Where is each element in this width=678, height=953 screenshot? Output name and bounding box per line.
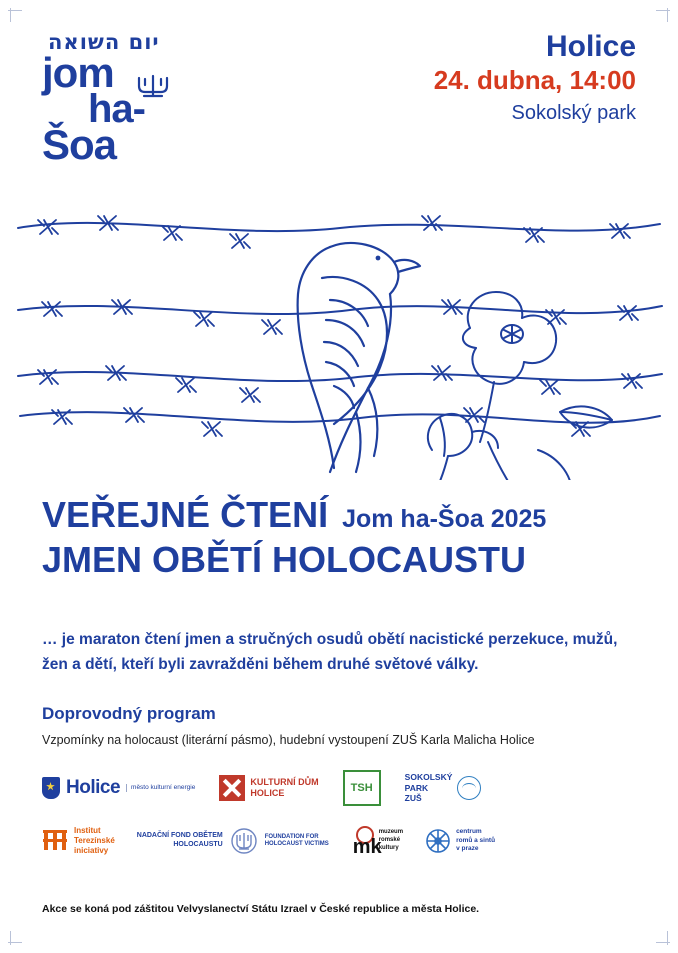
title-row-1: [42, 492, 642, 537]
crop-mark: [667, 931, 668, 945]
blue-wheel-icon: [425, 828, 451, 854]
menorah-circle-icon: [229, 827, 259, 855]
sokolsky-park-line-3: ZUŠ: [404, 793, 422, 804]
crs-line-3: v praze: [456, 845, 479, 853]
logo-line-3: Šoa: [42, 121, 117, 169]
event-date: 24. dubna, 14:00: [433, 65, 636, 95]
tsh-logo[interactable]: [343, 770, 381, 806]
mrk-line-3: kultury: [378, 844, 399, 851]
mrk-monogram: mk: [352, 836, 382, 858]
holice-logo-title: Holice: [66, 777, 121, 798]
iti-line-1: Institut: [74, 826, 101, 835]
terezin-gate-icon: [42, 828, 68, 854]
title-year-label: Jom ha-Šoa 2025: [342, 505, 547, 533]
centrum-romu-a-sintu-logo[interactable]: [425, 828, 495, 854]
jom-ha-soa-logo: [42, 30, 262, 169]
event-place: Sokolský park: [511, 102, 636, 125]
event-info: [296, 30, 636, 125]
program-text: Vzpomínky na holocaust (literární pásmo), hudební vystoupení ZUŠ Karla Malicha Holice: [42, 733, 535, 747]
crs-text: [456, 828, 495, 853]
nf-left-line-2: HOLOCAUSTU: [173, 841, 223, 848]
mrk-mark: [351, 826, 382, 858]
title-line-2: JMEN OBĚTÍ HOLOCAUSTU: [42, 539, 527, 580]
crop-mark: [10, 8, 11, 22]
partner-logos-row-2: [42, 826, 495, 856]
program-heading: Doprovodný program: [42, 704, 216, 723]
logo-hebrew-text: יום השואה: [48, 30, 160, 54]
shield-star-icon: [42, 777, 60, 799]
tsh-label: TSH: [350, 782, 373, 794]
kulturni-dum-line-1: KULTURNÍ DŮM: [250, 777, 319, 788]
institut-terezinske-iniciativy-logo[interactable]: [42, 826, 115, 856]
sokolsky-park-text: [405, 772, 453, 804]
sokolsky-park-logo[interactable]: [405, 772, 482, 804]
bird-barbed-wire-poppies-illustration: [0, 150, 678, 480]
nf-left-line-1: NADAČNÍ FOND OBĚTEM: [136, 832, 223, 840]
red-cross-mark-icon: [219, 775, 245, 801]
holice-logo[interactable]: [42, 777, 195, 799]
crop-mark: [667, 8, 668, 22]
iti-line-2: Terezínské: [74, 836, 115, 845]
title-line-1: VEŘEJNÉ ČTENÍ: [42, 494, 329, 535]
partner-logos-row-1: [42, 770, 481, 806]
logo-line-1: jom: [42, 49, 114, 96]
sokolsky-park-line-1: SOKOLSKÝ: [404, 772, 453, 783]
institut-terezinske-text: [74, 826, 115, 856]
holice-logo-tagline: město kulturní energie: [126, 784, 195, 792]
nadacni-fond-left-text: [137, 832, 223, 850]
muzeum-romske-kultury-logo[interactable]: [351, 826, 403, 856]
footer-note: Akce se koná pod záštitou Velvyslanectví Státu Izrael v České republice a města Holice.: [42, 903, 480, 915]
kulturni-dum-line-2: HOLICE: [250, 788, 285, 798]
nf-right-line-1: FOUNDATION FOR: [264, 833, 319, 840]
logo-line-2: ha-: [88, 86, 145, 131]
kulturni-dum-text: [250, 777, 318, 799]
menorah-icon: [130, 72, 176, 98]
kulturni-dum-holice-logo[interactable]: [219, 775, 318, 801]
poster-header: [0, 26, 678, 169]
nf-right-line-2: HOLOCAUST VICTIMS: [264, 841, 329, 847]
sokolsky-park-line-2: PARK: [404, 782, 429, 793]
nadacni-fond-obetem-holocaustu-logo[interactable]: [137, 827, 329, 855]
event-city: Holice: [545, 30, 636, 63]
crop-mark: [10, 931, 11, 945]
nadacni-fond-right-text: [265, 834, 329, 849]
crs-line-1: centrum: [456, 828, 482, 836]
crs-line-2: romů a sintů: [456, 836, 496, 844]
mrk-line-1: muzeum: [378, 829, 404, 836]
iti-line-3: iniciativy: [74, 846, 109, 855]
lead-paragraph: … je maraton čtení jmen a stručných osudů obětí nacistické perzekuce, mužů, žen a dětí, kteří byli zavražděni během druhé světové války.: [42, 631, 618, 673]
mrk-line-2: romské: [378, 837, 401, 844]
poster-titles: [42, 492, 642, 582]
park-circle-icon: [457, 776, 481, 800]
mrk-text: [379, 829, 403, 852]
